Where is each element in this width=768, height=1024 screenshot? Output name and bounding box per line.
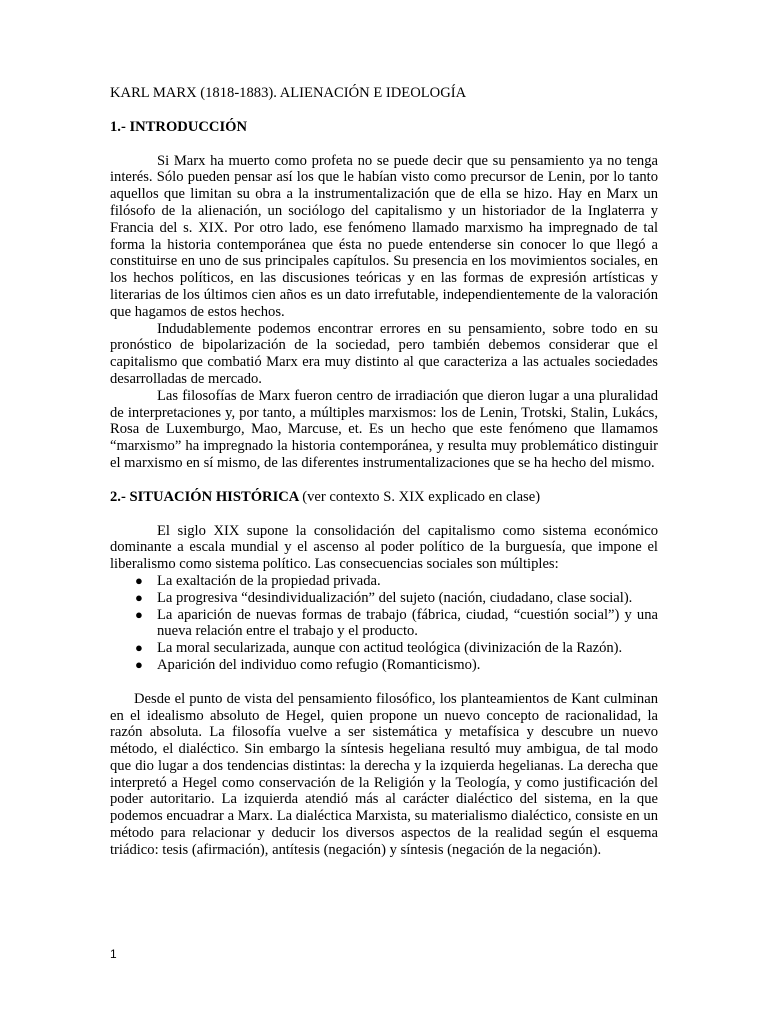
- bullet-icon: ●: [135, 572, 143, 588]
- bullet-icon: ●: [135, 589, 143, 605]
- list-item: [135, 572, 658, 590]
- list-item-text: La aparición de nuevas formas de trabajo (fábrica, ciudad, “cuestión social”) y una nueva relación entre el trabajo y el producto.: [157, 606, 658, 640]
- list-item: [135, 589, 658, 607]
- spacer: [110, 472, 658, 489]
- intro-paragraph-1: Si Marx ha muerto como profeta no se puede decir que su pensamiento ya no tenga interés. Sólo pueden pensar así los que le habían visto como precursor de Lenin, por lo tanto aquellos que limitan su obra a la instrumentalización que de ella se hizo. Hay en Marx un filósofo de la alienación, un sociólogo del capitalismo y un historiador de la Inglaterra y Francia del s. XIX. Por otro lado, ese fenómeno llamado marxismo ha impregnado de tal forma la historia contemporánea que ésta no puede entenderse sin conocer lo que llegó a constituirse en uno de sus principales capítulos. Su presencia en los movimientos sociales, en los hechos políticos, en las discusiones teóricas y en las formas de expresión artísticas y literarias de los últimos cien años es un dato irrefutable, independientemente de la valoración que hagamos de estos hechos.: [110, 152, 658, 320]
- page-number: 1: [110, 947, 117, 961]
- section-heading-introduccion: 1.- INTRODUCCIÓN: [110, 118, 248, 135]
- list-item-text: La progresiva “desindividualización” del sujeto (nación, ciudadano, clase social).: [157, 589, 633, 606]
- list-item: [135, 640, 658, 657]
- intro-paragraph-2: Indudablemente podemos encontrar errores en su pensamiento, sobre todo en su pronóstico de bipolarización de la sociedad, pero también debemos considerar que el capitalismo que combatió Marx era muy distinto al que caracteriza a las actuales sociedades desarrolladas de mercado.: [110, 320, 658, 387]
- intro-paragraph-3: Las filosofías de Marx fueron centro de irradiación que dieron lugar a una pluralidad de interpretaciones y, por tanto, a múltiples marxismos: los de Lenin, Trotski, Stalin, Lukács, Rosa de Luxemburgo, Mao, Marcuse, et. Es un hecho que este fenómeno que llamamos “marxismo” ha impregnado la historia contemporánea, y resulta muy problemático distinguir el marxismo en sí mismo, de las diferentes instrumentalizaciones que se ha hecho del mismo.: [110, 387, 658, 471]
- bullet-icon: ●: [135, 656, 143, 672]
- document-title: KARL MARX (1818-1883). ALIENACIÓN E IDEOLOGÍA: [110, 85, 467, 101]
- list-item-text: La exaltación de la propiedad privada.: [157, 572, 381, 589]
- philosophical-context-paragraph: Desde el punto de vista del pensamiento filosófico, los planteamientos de Kant culminan en el idealismo absoluto de Hegel, quien propone un nuevo concepto de racionalidad, la razón absoluta. La filosofía vuelve a ser sistemática y metafísica y descubre un nuevo método, el dialéctico. Sin embargo la síntesis hegeliana resultó muy ambigua, de tal modo que dio lugar a dos tendencias distintas: la derecha y la izquierda hegelianas. La derecha que interpretó a Hegel como conservación de la Religión y la Teología, y como justificación del poder autoritario. La izquierda atendió más al carácter dialéctico del sistema, en la que podemos encuadrar a Marx. La dialéctica Marxista, su materialismo dialéctico, consiste en un método para relacionar y deducir los diversos aspectos de la realidad según el esquema triádico: tesis (afirmación), antítesis (negación) y síntesis (negación de la negación).: [110, 690, 658, 858]
- historical-intro-paragraph: El siglo XIX supone la consolidación del capitalismo como sistema económico dominante a escala mundial y el ascenso al poder político de la burguesía, que impone el liberalismo como sistema político. Las consecuencias sociales son múltiples:: [110, 522, 658, 573]
- list-item-text: Aparición del individuo como refugio (Romanticismo).: [157, 656, 481, 673]
- list-item: [135, 606, 658, 641]
- section-heading-situacion-text: 2.- SITUACIÓN HISTÓRICA: [110, 488, 299, 505]
- bullet-icon: ●: [135, 606, 143, 622]
- section-heading-note: (ver contexto S. XIX explicado en clase): [302, 488, 541, 505]
- spacer: [110, 674, 658, 691]
- document-body: [110, 85, 658, 859]
- bullet-icon: ●: [135, 640, 143, 656]
- section-heading-situacion: [110, 489, 658, 506]
- consequences-list: [110, 573, 658, 674]
- list-item-text: La moral secularizada, aunque con actitud teológica (divinización de la Razón).: [157, 640, 623, 657]
- list-item: [135, 656, 658, 674]
